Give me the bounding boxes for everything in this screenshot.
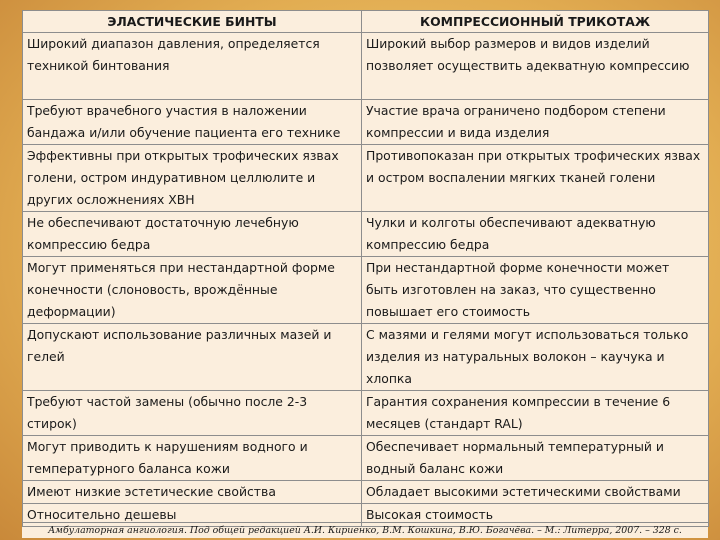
table-cell-hosiery: Обладает высокими эстетическими свойствами	[362, 481, 709, 504]
table-row	[23, 100, 709, 145]
citation-footer: Амбулаторная ангиология. Под общей редакцией А.И. Кириенко, В.М. Кошкина, В.Ю. Богачёва. – М.: Литерра, 2007. – 328 с.	[22, 522, 708, 539]
table-row	[23, 481, 709, 504]
table-cell-hosiery: С мазями и гелями могут использоваться только изделия из натуральных волокон – каучука и хлопка	[362, 324, 709, 391]
comparison-table	[22, 10, 709, 527]
table-cell-hosiery: Гарантия сохранения компрессии в течение 6 месяцев (стандарт RAL)	[362, 391, 709, 436]
table-row	[23, 145, 709, 212]
table-cell-hosiery: Противопоказан при открытых трофических язвах и остром воспалении мягких тканей голени	[362, 145, 709, 212]
table-cell-bandages: Могут применяться при нестандартной форме конечности (слоновость, врождённые деформации)	[23, 257, 362, 324]
table-cell-hosiery: При нестандартной форме конечности может быть изготовлен на заказ, что существенно повышает его стоимость	[362, 257, 709, 324]
table-cell-bandages: Требуют врачебного участия в наложении бандажа и/или обучение пациента его технике	[23, 100, 362, 145]
table-cell-bandages: Эффективны при открытых трофических язвах голени, остром индуративном целлюлите и других осложнениях ХВН	[23, 145, 362, 212]
table-cell-bandages: Широкий диапазон давления, определяется техникой бинтования	[23, 33, 362, 100]
table-cell-bandages: Относительно дешевы	[23, 504, 362, 527]
table-cell-bandages: Имеют низкие эстетические свойства	[23, 481, 362, 504]
table-row	[23, 436, 709, 481]
header-compression-hosiery: КОМПРЕССИОННЫЙ ТРИКОТАЖ	[362, 11, 709, 33]
table-cell-hosiery: Обеспечивает нормальный температурный и водный баланс кожи	[362, 436, 709, 481]
table-cell-hosiery: Чулки и колготы обеспечивают адекватную компрессию бедра	[362, 212, 709, 257]
table-row	[23, 391, 709, 436]
table-cell-bandages: Не обеспечивают достаточную лечебную компрессию бедра	[23, 212, 362, 257]
table-row	[23, 257, 709, 324]
table-cell-bandages: Допускают использование различных мазей и гелей	[23, 324, 362, 391]
table-cell-hosiery: Высокая стоимость	[362, 504, 709, 527]
header-elastic-bandages: ЭЛАСТИЧЕСКИЕ БИНТЫ	[23, 11, 362, 33]
table-row	[23, 33, 709, 100]
table-row	[23, 324, 709, 391]
table-cell-bandages: Могут приводить к нарушениям водного и температурного баланса кожи	[23, 436, 362, 481]
slide	[22, 10, 708, 538]
table-cell-bandages: Требуют частой замены (обычно после 2-3 стирок)	[23, 391, 362, 436]
table-cell-hosiery: Участие врача ограничено подбором степени компрессии и вида изделия	[362, 100, 709, 145]
table-row	[23, 212, 709, 257]
table-cell-hosiery: Широкий выбор размеров и видов изделий позволяет осуществить адекватную компрессию	[362, 33, 709, 100]
table-header-row	[23, 11, 709, 33]
